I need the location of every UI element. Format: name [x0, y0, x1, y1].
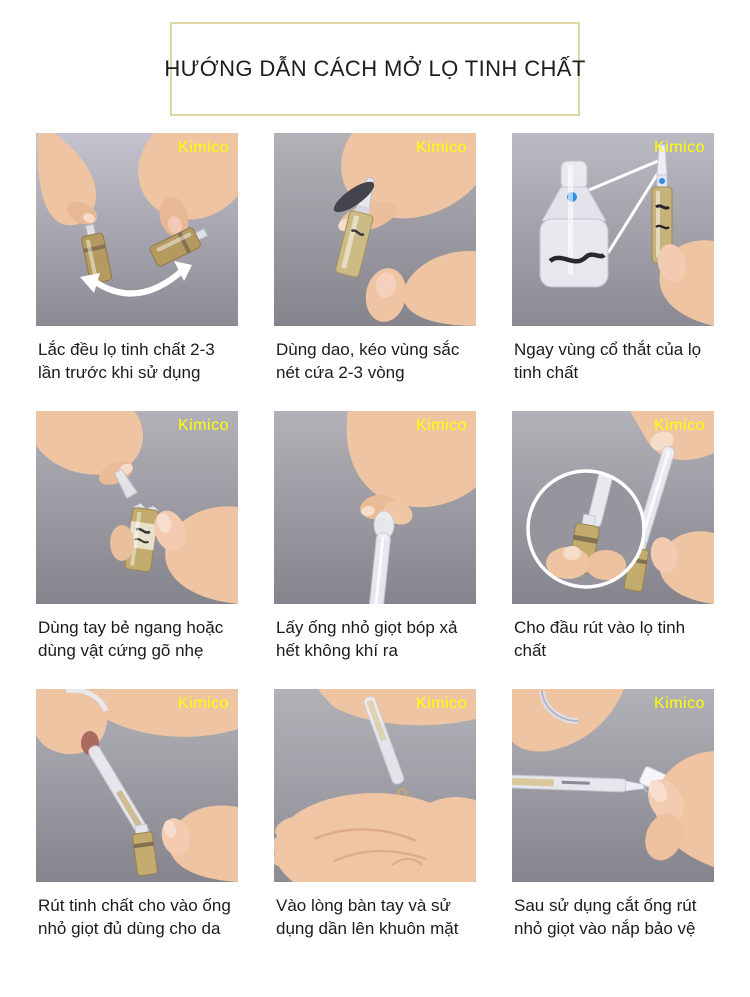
kimico-watermark: Kimico	[415, 139, 467, 156]
cap-dropper-after-use-icon	[512, 689, 714, 882]
step-7	[36, 689, 238, 940]
step-2-photo	[274, 133, 476, 326]
step-9	[512, 689, 714, 940]
step-6	[512, 411, 714, 662]
kimico-watermark: Kimico	[177, 695, 229, 712]
step-6-caption: Cho đầu rút vào lọ tinh chất	[514, 618, 686, 660]
step-8-photo	[274, 689, 476, 882]
step-4-caption: Dùng tay bẻ ngang hoặc dùng vật cứng gõ nhẹ	[38, 618, 224, 660]
page-title: HƯỚNG DẪN CÁCH MỞ LỌ TINH CHẤT	[164, 56, 586, 81]
draw-essence-into-dropper-icon	[36, 689, 238, 882]
step-6-photo	[512, 411, 714, 604]
drop-onto-palm-icon	[274, 689, 476, 882]
kimico-watermark: Kimico	[177, 417, 229, 434]
step-1-caption: Lắc đều lọ tinh chất 2-3 lần trước khi sử dụng	[38, 340, 215, 382]
neck-closeup-magnified-icon	[512, 133, 714, 326]
shake-vials-icon	[36, 133, 238, 326]
snap-top-off-icon	[36, 411, 238, 604]
kimico-watermark: Kimico	[653, 695, 705, 712]
step-9-photo	[512, 689, 714, 882]
step-8-caption: Vào lòng bàn tay và sử dụng dần lên khuôn mặt	[276, 896, 459, 938]
side-finger	[110, 525, 134, 561]
step-5-caption: Lấy ống nhỏ giọt bóp xả hết không khí ra	[276, 618, 458, 660]
insert-dropper-magnified-icon	[512, 411, 714, 604]
step-3	[512, 133, 714, 384]
kimico-watermark: Kimico	[415, 695, 467, 712]
step-7-photo	[36, 689, 238, 882]
step-8	[274, 689, 476, 940]
title-frame	[164, 22, 586, 116]
step-3-caption: Ngay vùng cổ thắt của lọ tinh chất	[514, 340, 702, 382]
score-neck-with-blade-icon	[274, 133, 476, 326]
steps-grid	[36, 133, 715, 940]
step-3-photo	[512, 133, 714, 326]
kimico-watermark: Kimico	[415, 417, 467, 434]
step-7-caption: Rút tinh chất cho vào ống nhỏ giọt đủ dùng cho da	[38, 896, 231, 938]
step-5	[274, 411, 476, 662]
kimico-watermark: Kimico	[653, 417, 705, 434]
step-2	[274, 133, 476, 384]
step-2-caption: Dùng dao, kéo vùng sắc nét cứa 2-3 vòng	[276, 340, 460, 382]
step-9-caption: Sau sử dụng cắt ống rút nhỏ giọt vào nắp bảo vệ	[514, 896, 697, 938]
step-1-photo	[36, 133, 238, 326]
step-1	[36, 133, 238, 384]
kimico-watermark: Kimico	[177, 139, 229, 156]
squeeze-dropper-bulb-icon	[274, 411, 476, 604]
kimico-watermark: Kimico	[653, 139, 705, 156]
step-4	[36, 411, 238, 662]
step-5-photo	[274, 411, 476, 604]
step-4-photo	[36, 411, 238, 604]
